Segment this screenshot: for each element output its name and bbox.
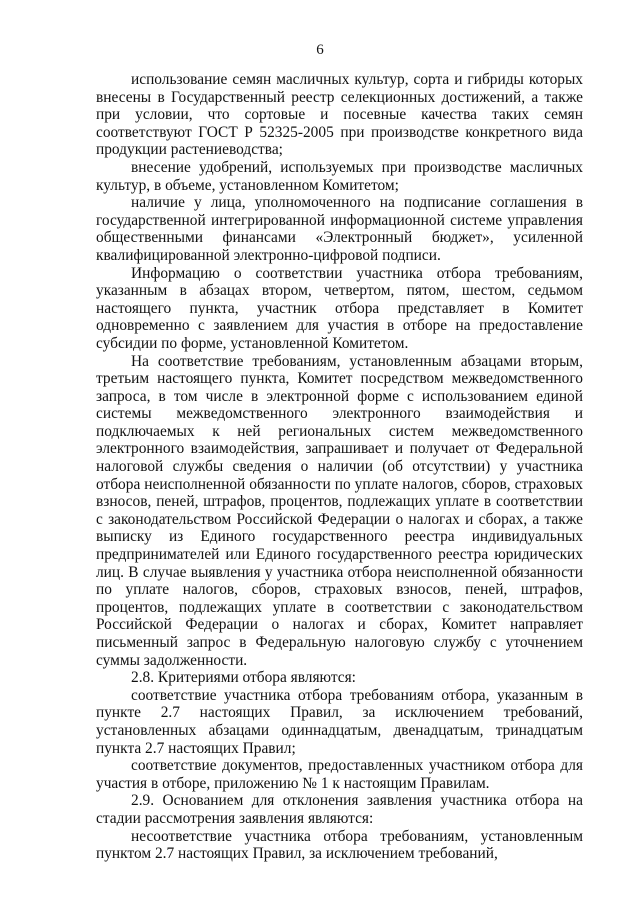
page-number: 6 — [316, 42, 324, 58]
paragraph: внесение удобрений, используемых при производстве масличных культур, в объеме, установленном Комитетом; — [96, 158, 583, 194]
section-2-9-heading: 2.9. Основанием для отклонения заявления участника отбора на стадии рассмотрения заявления являются: — [96, 792, 583, 827]
paragraph: использование семян масличных культур, сорта и гибриды которых внесены в Государственный реестр селекционных достижений, а также при условии, что сортовые и посевные качества таких семян соответствуют ГОСТ Р 52325-2005 при производстве конкретного вида продукции растениеводства; — [96, 71, 583, 159]
paragraph: соответствие документов, предоставленных участником отбора для участия в отборе, приложению № 1 к настоящим Правилам. — [96, 757, 583, 792]
paragraph: На соответствие требованиям, установленным абзацами вторым, третьим настоящего пункта, Комитет посредством межведомственного запроса, в том числе в электронной форме с использованием единой системы межведомственного электронного взаимодействия и подключаемых к ней региональных систем межведомственного электронного взаимодействия, запрашивает и получает от Федеральной налоговой службы сведения о наличии (об отсутствии) у участника отбора неисполненной обязанности по уплате налогов, сборов, страховых взносов, пеней, штрафов, процентов, подлежащих уплате в соответствии с законодательством Российской Федерации о налогах и сборах, а также выписку из Единого государственного реестра индивидуальных предпринимателей или Единого государственного реестра юридических лиц. В случае выявления у участника отбора неисполненной обязанности по уплате налогов, сборов, страховых взносов, пеней, штрафов, процентов, подлежащих уплате в соответствии с законодательством Российской Федерации о налогах и сборах, Комитет направляет письменный запрос в Федеральную налоговую службу с уточнением суммы задолженности. — [96, 352, 583, 669]
paragraph: несоответствие участника отбора требованиям, установленным пунктом 2.7 настоящих Правил, за исключением требований, — [96, 827, 583, 863]
section-2-8-heading: 2.8. Критериями отбора являются: — [131, 669, 356, 687]
document-body — [96, 71, 583, 863]
paragraph: соответствие участника отбора требованиям отбора, указанным в пункте 2.7 настоящих Правил, за исключением требований, установленных абзацами одиннадцатым, двенадцатым, тринадцатым пункта 2.7 настоящих Правил; — [96, 686, 583, 757]
paragraph: Информацию о соответствии участника отбора требованиям, указанным в абзацах втором, четвертом, пятом, шестом, седьмом настоящего пункта, участник отбора представляет в Комитет одновременно с заявлением для участия в отборе на предоставление субсидии по форме, установленной Комитетом. — [96, 264, 583, 352]
paragraph: наличие у лица, уполномоченного на подписание соглашения в государственной интегрированной информационной системе управления общественными финансами «Электронный бюджет», усиленной квалифицированной электронно-цифровой подписи. — [96, 194, 583, 264]
